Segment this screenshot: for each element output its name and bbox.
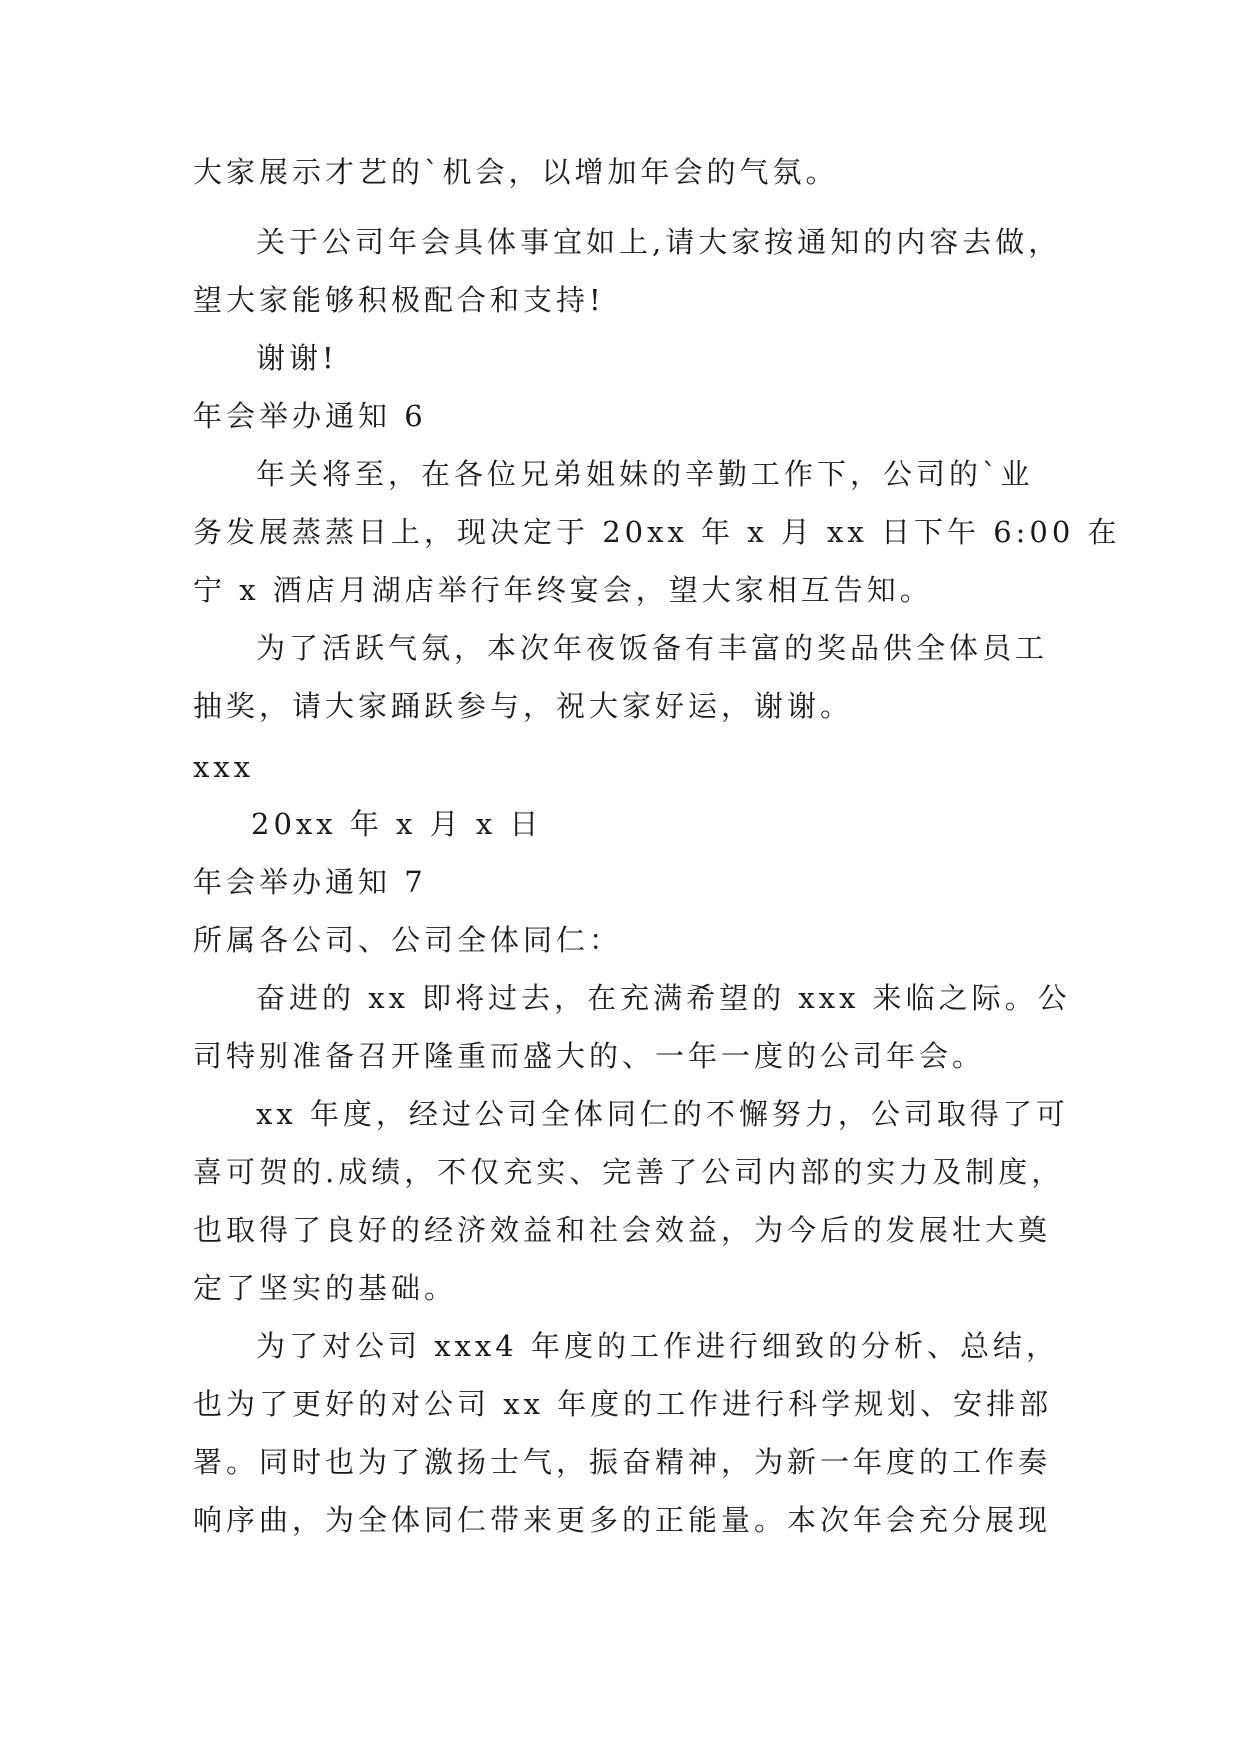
text-line: 喜可贺的.成绩，不仅充实、完善了公司内部的实力及制度， xyxy=(193,1155,1065,1189)
text-line: 奋进的 xx 即将过去，在充满希望的 xxx 来临之际。公 xyxy=(256,981,1071,1015)
text-line: 谢谢! xyxy=(256,341,338,375)
salutation: 所属各公司、公司全体同仁： xyxy=(193,923,623,957)
text-line: 抽奖，请大家踊跃参与，祝大家好运，谢谢。 xyxy=(193,689,854,723)
text-line: 也取得了良好的经济效益和社会效益，为今后的发展壮大奠 xyxy=(193,1213,1052,1247)
text-line: 为了对公司 xxx4 年度的工作进行细致的分析、总结， xyxy=(256,1329,1059,1363)
text-line: 大家展示才艺的`机会，以增加年会的气氛。 xyxy=(193,155,839,189)
section-heading: 年会举办通知 6 xyxy=(193,399,427,433)
section-heading: 年会举办通知 7 xyxy=(193,865,427,899)
date-line: 20xx 年 x 月 x 日 xyxy=(251,807,543,841)
text-line: 司特别准备召开隆重而盛大的、一年一度的公司年会。 xyxy=(193,1039,986,1073)
text-line: 宁 x 酒店月湖店举行年终宴会，望大家相互告知。 xyxy=(193,573,933,607)
text-line: 署。同时也为了激扬士气，振奋精神，为新一年度的工作奏 xyxy=(193,1445,1052,1479)
text-line: 定了坚实的基础。 xyxy=(193,1271,458,1305)
text-line: xx 年度，经过公司全体同仁的不懈努力，公司取得了可 xyxy=(256,1097,1069,1131)
text-line: 也为了更好的对公司 xx 年度的工作进行科学规划、安排部 xyxy=(193,1387,1053,1421)
text-line: 关于公司年会具体事宜如上,请大家按通知的内容去做， xyxy=(256,225,1062,259)
text-line: 年关将至，在各位兄弟姐妹的辛勤工作下，公司的`业 xyxy=(256,457,1034,491)
signature: xxx xyxy=(193,750,255,784)
text-line: 响序曲，为全体同仁带来更多的正能量。本次年会充分展现 xyxy=(193,1503,1052,1537)
text-line: 务发展蒸蒸日上，现决定于 20xx 年 x 月 xx 日下午 6:00 在 xyxy=(193,515,1121,549)
text-line: 为了活跃气氛，本次年夜饭备有丰富的奖品供全体员工 xyxy=(256,631,1049,665)
text-line: 望大家能够积极配合和支持! xyxy=(193,283,605,317)
